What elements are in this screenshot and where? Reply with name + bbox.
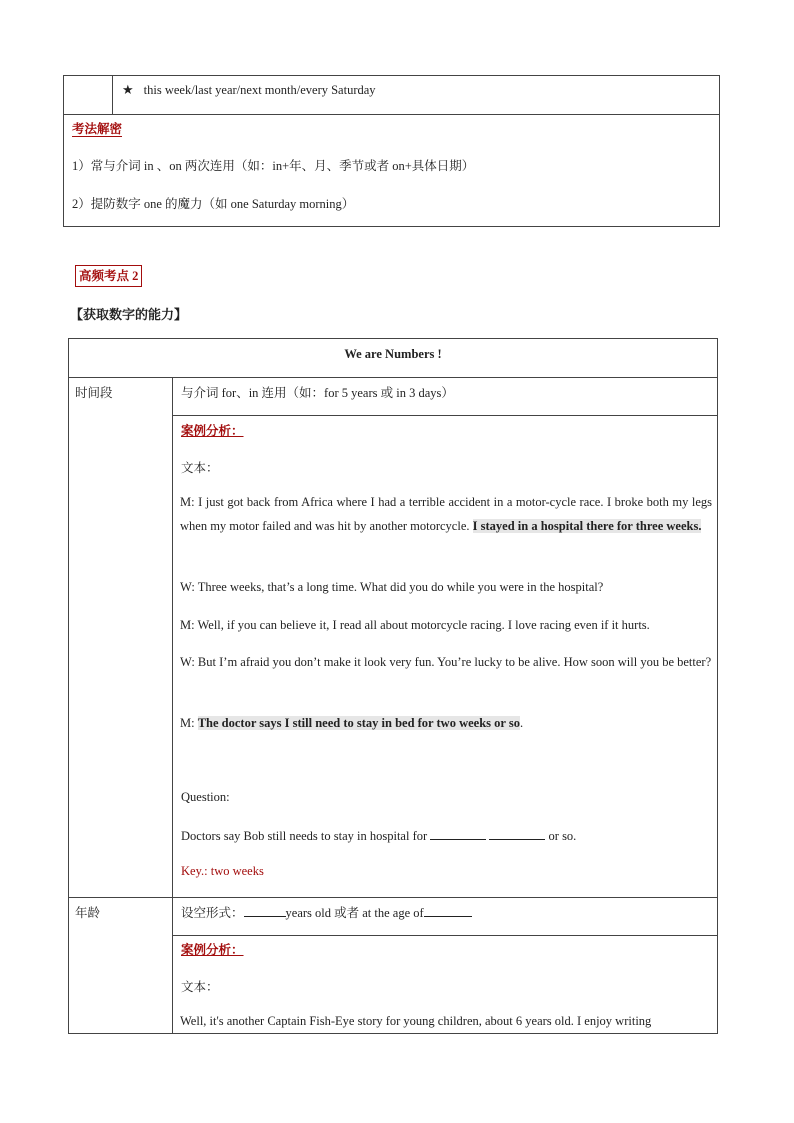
method-point-1: 1）常与介词 in 、on 两次连用（如：in+年、月、季节或者 on+具体日期）	[72, 159, 475, 173]
row-label-age: 年龄	[75, 906, 101, 920]
blank-4	[424, 904, 472, 917]
age-dialogue-p1: Well, it's another Captain Fish-Eye story for young children, about 6 years old. I enjoy writing	[180, 1014, 652, 1028]
section-title: 【获取数字的能力】	[70, 308, 188, 323]
age-rule-text: years old 或者 at the age of	[285, 906, 424, 920]
row-label-time: 时间段	[75, 386, 113, 400]
text-label: 文本：	[181, 461, 219, 475]
highlight-answer-1: I stayed in a hospital there for three weeks.	[472, 519, 702, 533]
dialogue-p5	[180, 711, 712, 735]
star-icon: ★	[122, 83, 134, 98]
case-analysis-label: 案例分析：	[181, 424, 244, 438]
dialogue-p1-text: M: I just got back from Africa where I had a terrible accident in a motor-cycle race. I broke both my legs when my motor failed and was hit by another motorcycle.	[180, 495, 712, 533]
divider	[172, 935, 718, 936]
method-point-2: 2）提防数字 one 的魔力（如 one Saturday morning）	[72, 197, 355, 211]
divider	[69, 377, 717, 378]
case-analysis-label: 案例分析：	[181, 943, 244, 957]
top-table-empty-cell	[64, 76, 113, 114]
top-table-row	[64, 76, 719, 115]
table-title: We are Numbers !	[344, 347, 442, 361]
dialogue-p5-end: .	[519, 716, 524, 730]
top-table	[63, 75, 720, 227]
question-text: Doctors say Bob still needs to stay in hospital for	[181, 829, 431, 843]
dialogue-p4: W: But I’m afraid you don’t make it look very fun. You’re lucky to be alive. How soon will you be better?	[180, 655, 712, 669]
question-end: or so.	[545, 829, 577, 843]
blank-2	[489, 827, 545, 840]
divider	[69, 897, 717, 898]
divider	[172, 415, 718, 416]
numbers-table	[68, 338, 718, 1034]
dialogue-p1	[180, 490, 712, 538]
text-label: 文本：	[181, 980, 219, 994]
frequency-badge: 高频考点 2	[75, 265, 142, 287]
time-rule: 与介词 for、in 连用（如：for 5 years 或 in 3 days）	[181, 386, 454, 400]
dialogue-p2: W: Three weeks, that’s a long time. What did you do while you were in the hospital?	[180, 580, 604, 594]
blank-1	[430, 827, 486, 840]
question	[181, 827, 711, 844]
method-heading: 考法解密	[72, 122, 123, 136]
age-rule	[181, 903, 711, 921]
dialogue-p3: M: Well, if you can believe it, I read all about motorcycle racing. I love racing even if it hurts.	[180, 618, 650, 632]
dialogue-p5-speaker: M:	[180, 716, 198, 730]
answer-key: Key.: two weeks	[181, 864, 264, 878]
highlight-answer-2: The doctor says I still need to stay in bed for two weeks or so	[197, 716, 520, 730]
top-table-cell	[122, 82, 376, 99]
time-words: this week/last year/next month/every Saturday	[143, 83, 376, 97]
age-rule-label: 设空形式：	[181, 906, 244, 920]
question-label: Question:	[181, 790, 230, 804]
blank-3	[244, 904, 286, 917]
